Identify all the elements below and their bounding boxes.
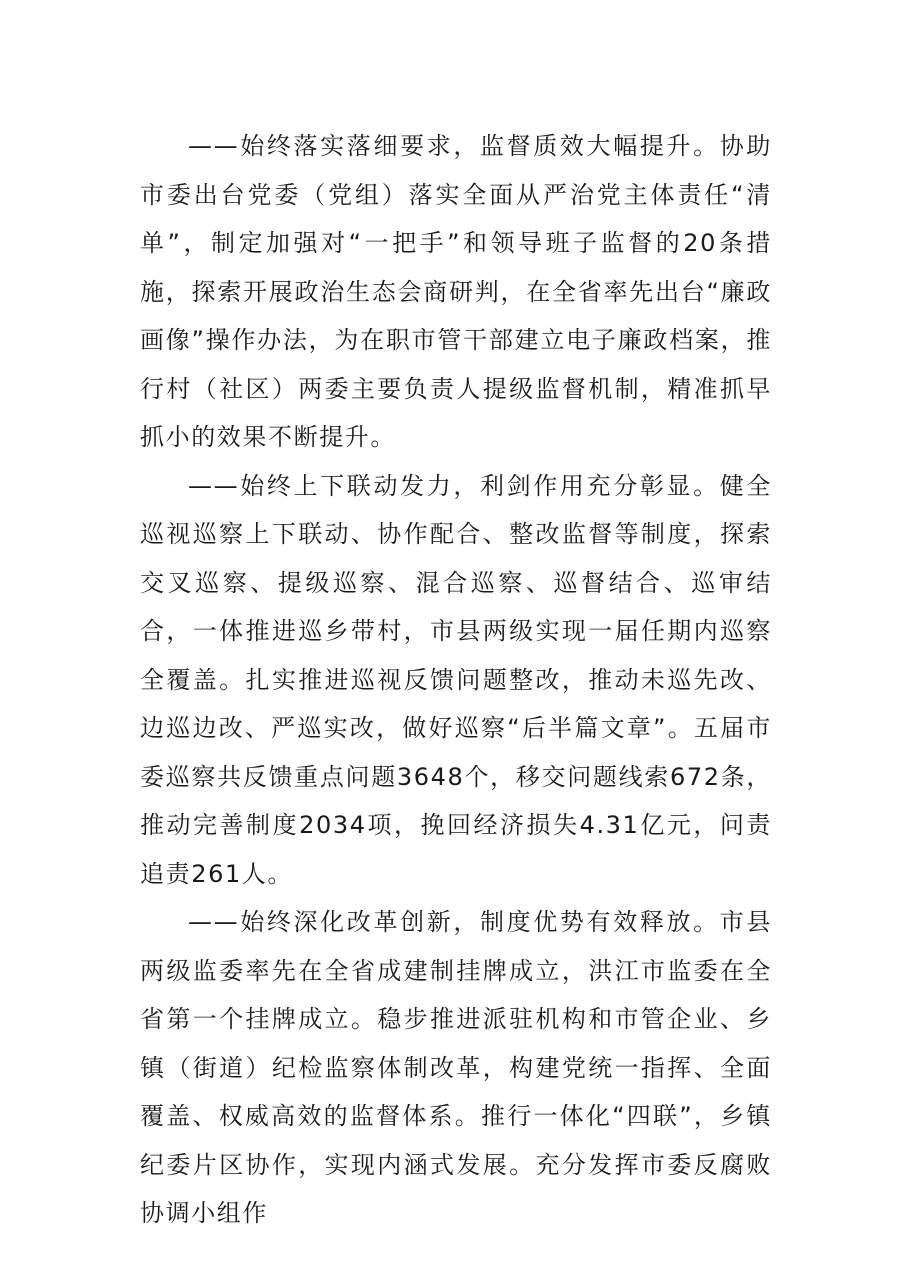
document-body bbox=[140, 122, 772, 1238]
paragraph-inspection-linkage: ——始终上下联动发力，利剑作用充分彰显。健全巡视巡察上下联动、协作配合、整改监督等制度，探索交叉巡察、提级巡察、混合巡察、巡督结合、巡审结合，一体推进巡乡带村，市县两级实现一届任期内巡察全覆盖。扎实推进巡视反馈问题整改，推动未巡先改、边巡边改、严巡实改，做好巡察“后半篇文章”。五届市委巡察共反馈重点问题3648个，移交问题线索672条，推动完善制度2034项，挽回经济损失4.31亿元，问责追责261人。 bbox=[140, 471, 772, 888]
paragraph-supervision-quality: ——始终落实落细要求，监督质效大幅提升。协助市委出台党委（党组）落实全面从严治党主体责任“清单”，制定加强对“一把手”和领导班子监督的20条措施，探索开展政治生态会商研判，在全省率先出台“廉政画像”操作办法，为在职市管干部建立电子廉政档案，推行村（社区）两委主要负责人提级监督机制，精准抓早抓小的效果不断提升。 bbox=[140, 132, 772, 451]
paragraph-reform-innovation: ——始终深化改革创新，制度优势有效释放。市县两级监委率先在全省成建制挂牌成立，洪江市监委在全省第一个挂牌成立。稳步推进派驻机构和市管企业、乡镇（街道）纪检监察体制改革，构建党统一指挥、全面覆盖、权威高效的监督体系。推行一体化“四联”，乡镇纪委片区协作，实现内涵式发展。充分发挥市委反腐败协调小组作 bbox=[140, 908, 772, 1227]
